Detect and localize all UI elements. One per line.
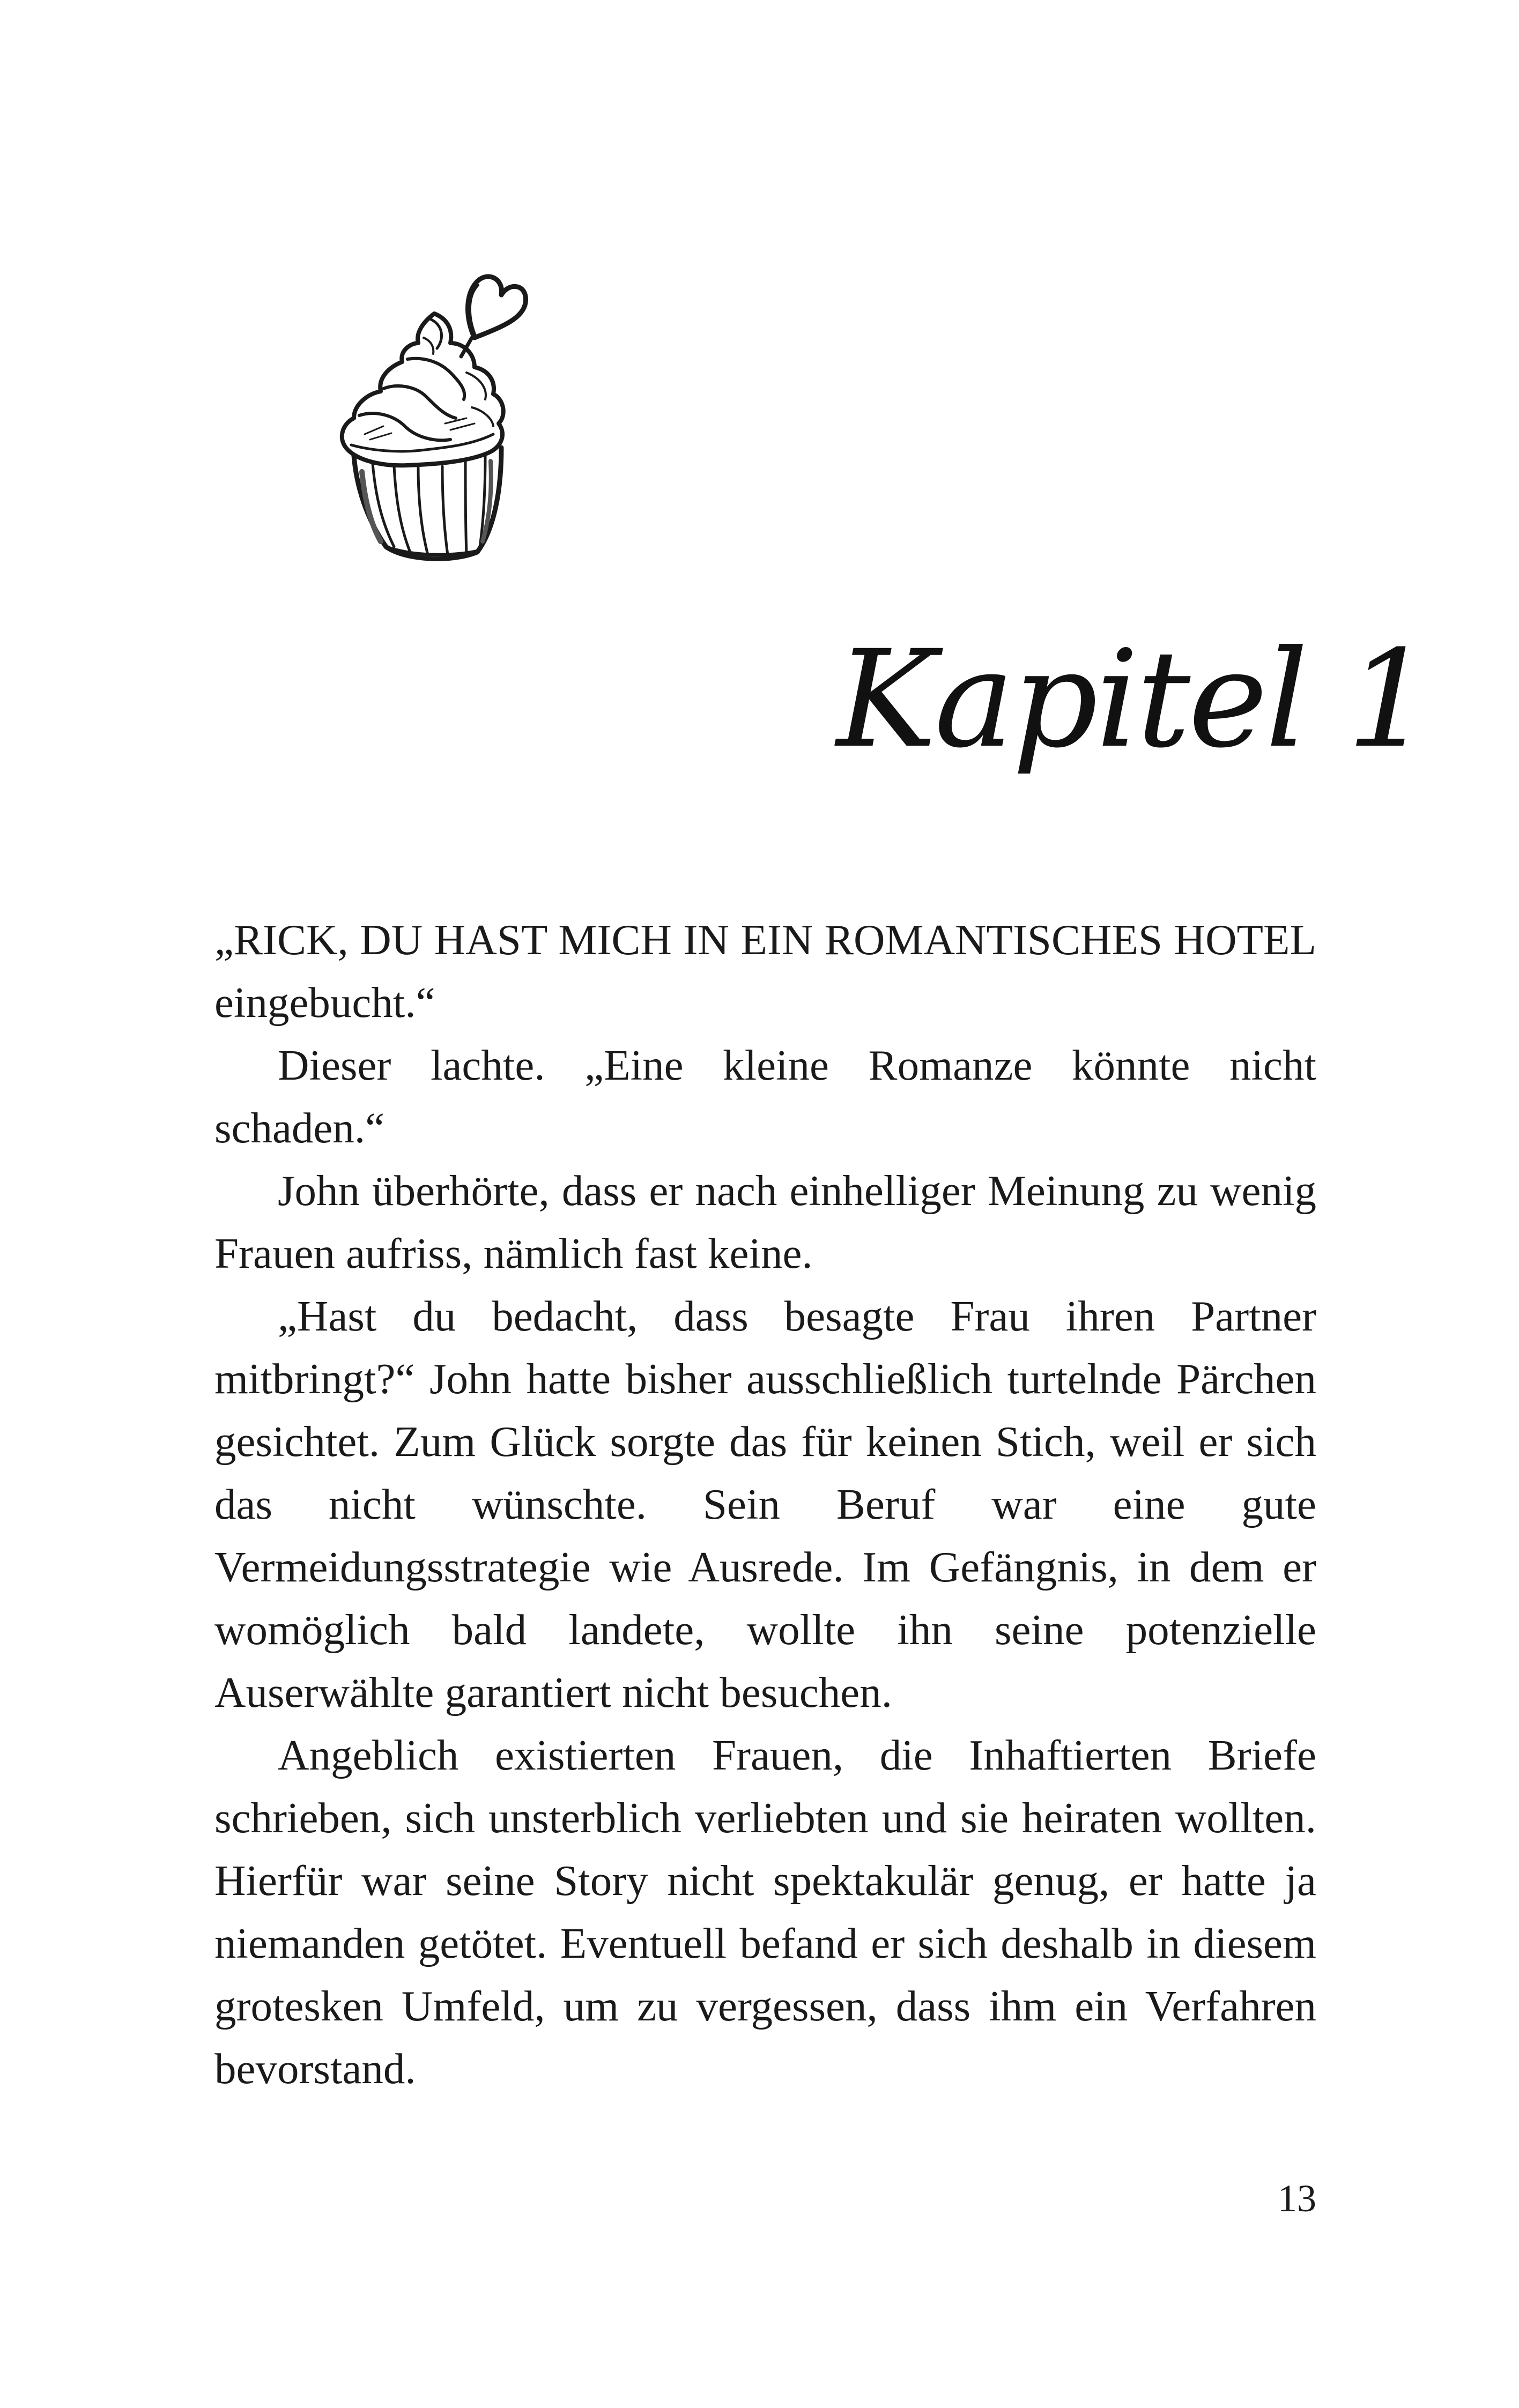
- paragraph: „RICK, DU HAST MICH IN EIN ROMANTISCHES HOTEL eingebucht.“: [214, 916, 1316, 1027]
- cupcake-with-heart-icon: [290, 263, 590, 595]
- body-text: [214, 909, 1316, 2100]
- paragraph: „Hast du bedacht, dass besagte Frau ihren Partner mitbringt?“ John hatte bisher ausschließlich turtelnde Pärchen gesichtet. Zum Glück sorgte das für keinen Stich, weil er sich das nicht wünschte. Sein Beruf war eine gute Vermeidungsstrategie wie Ausrede. Im Gefängnis, in dem er womöglich bald landete, wollte ihn seine potenzielle Auserwählte garantiert nicht besuchen.: [214, 1292, 1316, 1716]
- chapter-title: Kapitel 1: [836, 621, 1430, 777]
- paragraph: Dieser lachte. „Eine kleine Romanze könnte nicht schaden.“: [214, 1041, 1316, 1152]
- paragraph: John überhörte, dass er nach einhelliger Meinung zu wenig Frauen aufriss, nämlich fast keine.: [214, 1166, 1316, 1277]
- paragraph: Angeblich existierten Frauen, die Inhaftierten Briefe schrieben, sich unsterblich verliebten und sie heiraten wollten. Hierfür war seine Story nicht spektakulär genug, er hatte ja niemanden getötet. Eventuell befand er sich deshalb in diesem grotesken Umfeld, um zu vergessen, dass ihm ein Verfahren bevorstand.: [214, 1731, 1316, 2093]
- page-number: 13: [1278, 2177, 1316, 2220]
